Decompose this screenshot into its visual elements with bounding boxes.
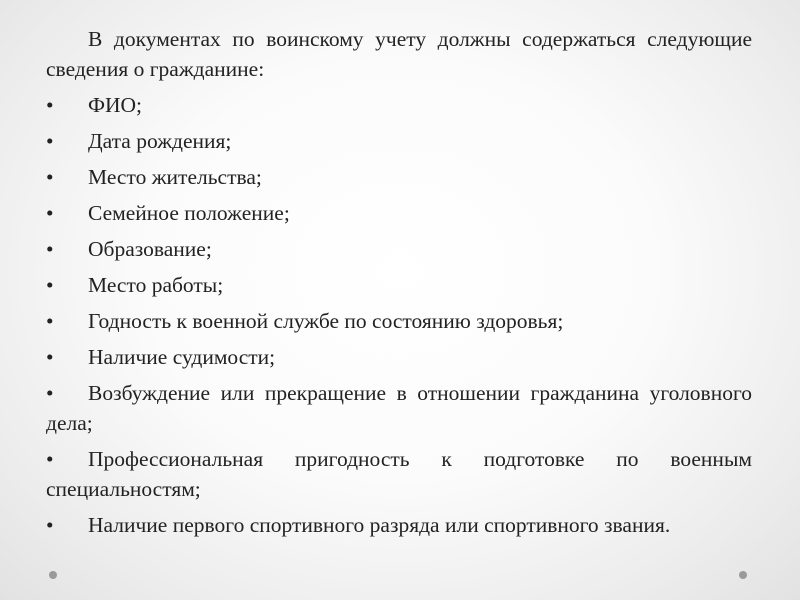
bullet-icon: • bbox=[46, 447, 54, 471]
list-item bbox=[46, 306, 752, 336]
list-item bbox=[46, 270, 752, 300]
list-item bbox=[46, 90, 752, 120]
decorative-dot-icon bbox=[49, 571, 57, 579]
list-item bbox=[46, 444, 752, 504]
slide-body bbox=[46, 24, 752, 546]
list-item bbox=[46, 126, 752, 156]
requirements-list bbox=[46, 90, 752, 540]
list-item bbox=[46, 378, 752, 438]
decorative-dot-icon bbox=[739, 571, 747, 579]
bullet-icon: • bbox=[46, 273, 54, 297]
list-item-text: Дата рождения; bbox=[88, 129, 232, 153]
bullet-icon: • bbox=[46, 381, 54, 405]
bullet-icon: • bbox=[46, 345, 54, 369]
bullet-icon: • bbox=[46, 513, 54, 537]
list-item bbox=[46, 234, 752, 264]
bullet-icon: • bbox=[46, 129, 54, 153]
list-item-text: Возбуждение или прекращение в отношении гражданина уголовного дела; bbox=[46, 381, 752, 435]
list-item bbox=[46, 342, 752, 372]
list-item-text: Место жительства; bbox=[88, 165, 262, 189]
list-item bbox=[46, 510, 752, 540]
list-item bbox=[46, 162, 752, 192]
list-item-text: Наличие судимости; bbox=[88, 345, 276, 369]
bullet-icon: • bbox=[46, 309, 54, 333]
list-item-text: Семейное положение; bbox=[88, 201, 290, 225]
bullet-icon: • bbox=[46, 201, 54, 225]
bullet-icon: • bbox=[46, 237, 54, 261]
list-item-text: Профессиональная пригодность к подготовке по военным специальностям; bbox=[46, 447, 752, 501]
list-item-text: Годность к военной службе по состоянию здоровья; bbox=[88, 309, 564, 333]
bullet-icon: • bbox=[46, 165, 54, 189]
bullet-icon: • bbox=[46, 93, 54, 117]
list-item bbox=[46, 198, 752, 228]
list-item-text: Образование; bbox=[88, 237, 212, 261]
intro-paragraph: В документах по воинскому учету должны содержаться следующие сведения о гражданине: bbox=[46, 27, 752, 81]
list-item-text: ФИО; bbox=[88, 93, 143, 117]
list-item-text: Наличие первого спортивного разряда или спортивного звания. bbox=[88, 513, 671, 537]
list-item-text: Место работы; bbox=[88, 273, 224, 297]
